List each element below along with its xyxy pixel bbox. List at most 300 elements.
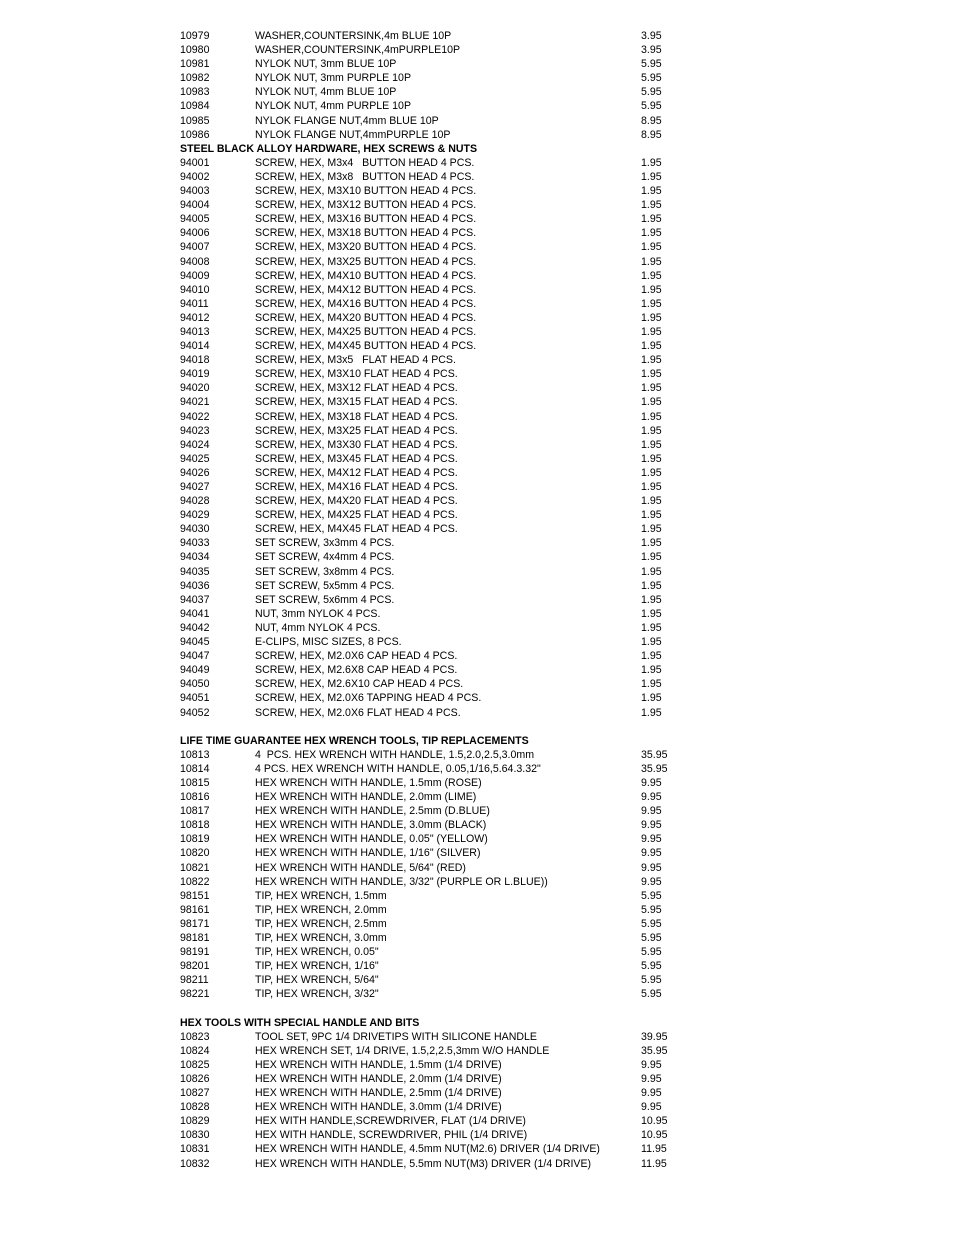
item-description: 4 PCS. HEX WRENCH WITH HANDLE, 0.05,1/16,5.64.3.32" <box>255 762 541 775</box>
item-price: 1.95 <box>641 678 662 691</box>
item-description: HEX WRENCH WITH HANDLE, 0.05" (YELLOW) <box>255 833 488 846</box>
item-code: 10979 <box>180 30 210 42</box>
list-item <box>180 353 700 367</box>
list-item <box>180 621 700 635</box>
item-price: 1.95 <box>641 621 662 634</box>
item-code: 94050 <box>180 678 210 691</box>
list-item <box>180 1142 700 1156</box>
list-item <box>180 1114 700 1128</box>
list-item <box>180 550 700 564</box>
list-item <box>180 99 700 113</box>
list-item <box>180 395 700 409</box>
list-item <box>180 508 700 522</box>
item-description: SET SCREW, 3x3mm 4 PCS. <box>255 537 395 550</box>
item-code: 10980 <box>180 44 210 57</box>
item-code: 94007 <box>180 241 210 254</box>
list-item <box>180 269 700 283</box>
item-description: HEX WRENCH WITH HANDLE, 1.5mm (1/4 DRIVE) <box>255 1058 502 1071</box>
list-item <box>180 381 700 395</box>
item-price: 5.95 <box>641 988 662 1001</box>
item-description: HEX WRENCH WITH HANDLE, 5/64" (RED) <box>255 861 466 874</box>
item-code: 94014 <box>180 340 210 353</box>
list-item <box>180 71 700 85</box>
item-code: 94028 <box>180 495 210 508</box>
item-price: 1.95 <box>641 495 662 508</box>
item-code: 94009 <box>180 269 210 282</box>
item-price: 9.95 <box>641 776 662 789</box>
item-price: 5.95 <box>641 58 662 71</box>
item-price: 35.95 <box>641 762 668 775</box>
list-item <box>180 1128 700 1142</box>
item-description: SCREW, HEX, M3X12 FLAT HEAD 4 PCS. <box>255 382 458 395</box>
item-code: 10829 <box>180 1115 210 1128</box>
item-price: 1.95 <box>641 650 662 663</box>
list-item <box>180 677 700 691</box>
item-description: TIP, HEX WRENCH, 1.5mm <box>255 889 387 902</box>
item-price: 1.95 <box>641 706 662 719</box>
item-price: 1.95 <box>641 551 662 564</box>
item-price: 1.95 <box>641 607 662 620</box>
item-description: NUT, 3mm NYLOK 4 PCS. <box>255 607 381 620</box>
item-price: 1.95 <box>641 311 662 324</box>
item-description: SET SCREW, 3x8mm 4 PCS. <box>255 565 395 578</box>
item-price: 1.95 <box>641 466 662 479</box>
item-description: SCREW, HEX, M4X12 FLAT HEAD 4 PCS. <box>255 466 458 479</box>
list-item <box>180 973 700 987</box>
list-item <box>180 85 700 99</box>
list-item <box>180 917 700 931</box>
list-item <box>180 1072 700 1086</box>
item-description: TIP, HEX WRENCH, 3/32" <box>255 988 379 1001</box>
list-item <box>180 861 700 875</box>
item-description: NYLOK NUT, 4mm BLUE 10P <box>255 86 397 99</box>
list-item <box>180 959 700 973</box>
item-description: SCREW, HEX, M2.0X6 FLAT HEAD 4 PCS. <box>255 706 461 719</box>
item-description: NYLOK FLANGE NUT,4mmPURPLE 10P <box>255 128 451 141</box>
item-description: NYLOK NUT, 4mm PURPLE 10P <box>255 100 412 113</box>
list-item <box>180 832 700 846</box>
item-price: 9.95 <box>641 833 662 846</box>
item-price: 5.95 <box>641 960 662 973</box>
list-item <box>180 846 700 860</box>
item-description: SCREW, HEX, M4X10 BUTTON HEAD 4 PCS. <box>255 269 477 282</box>
item-code: 10817 <box>180 805 210 818</box>
list-item <box>180 311 700 325</box>
list-item <box>180 452 700 466</box>
list-item <box>180 748 700 762</box>
item-description: HEX WITH HANDLE,SCREWDRIVER, FLAT (1/4 DRIVE) <box>255 1115 526 1128</box>
item-description: SCREW, HEX, M4X20 BUTTON HEAD 4 PCS. <box>255 311 477 324</box>
item-code: 94020 <box>180 382 210 395</box>
item-description: TIP, HEX WRENCH, 2.0mm <box>255 903 387 916</box>
item-description: SCREW, HEX, M3X25 BUTTON HEAD 4 PCS. <box>255 255 477 268</box>
list-item <box>180 762 700 776</box>
item-description: SCREW, HEX, M2.6X8 CAP HEAD 4 PCS. <box>255 664 458 677</box>
item-description: NYLOK NUT, 3mm BLUE 10P <box>255 58 397 71</box>
list-item <box>180 987 700 1001</box>
item-price: 1.95 <box>641 340 662 353</box>
item-description: TIP, HEX WRENCH, 2.5mm <box>255 917 387 930</box>
item-code: 10828 <box>180 1101 210 1114</box>
item-price: 11.95 <box>641 1143 667 1156</box>
item-price: 1.95 <box>641 636 662 649</box>
item-description: NYLOK NUT, 3mm PURPLE 10P <box>255 72 412 85</box>
item-price: 8.95 <box>641 114 662 127</box>
list-item <box>180 1058 700 1072</box>
item-code: 10827 <box>180 1087 210 1100</box>
section-heading: LIFE TIME GUARANTEE HEX WRENCH TOOLS, TIP REPLACEMENTS <box>180 734 529 747</box>
item-price: 9.95 <box>641 861 662 874</box>
item-description: SET SCREW, 5x5mm 4 PCS. <box>255 579 395 592</box>
item-code: 98211 <box>180 974 209 987</box>
list-item <box>180 536 700 550</box>
item-code: 10826 <box>180 1072 210 1085</box>
item-code: 10820 <box>180 847 210 860</box>
item-code: 98171 <box>180 917 210 930</box>
list-item <box>180 1100 700 1114</box>
item-description: 4 PCS. HEX WRENCH WITH HANDLE, 1.5,2.0,2.5,3.0mm <box>255 748 535 761</box>
item-code: 10816 <box>180 791 210 804</box>
item-price: 9.95 <box>641 875 662 888</box>
item-description: WASHER,COUNTERSINK,4mPURPLE10P <box>255 44 461 57</box>
item-price: 9.95 <box>641 1101 662 1114</box>
item-description: SCREW, HEX, M3X18 FLAT HEAD 4 PCS. <box>255 410 458 423</box>
item-code: 98161 <box>180 903 210 916</box>
item-description: HEX WRENCH WITH HANDLE, 5.5mm NUT(M3) DRIVER (1/4 DRIVE) <box>255 1157 592 1170</box>
item-price: 1.95 <box>641 213 662 226</box>
item-code: 94041 <box>180 607 210 620</box>
list-item <box>180 945 700 959</box>
list-item <box>180 255 700 269</box>
item-code: 94023 <box>180 424 210 437</box>
item-code: 10818 <box>180 819 210 832</box>
item-description: SCREW, HEX, M4X45 FLAT HEAD 4 PCS. <box>255 523 458 536</box>
item-price: 5.95 <box>641 903 662 916</box>
item-price: 1.95 <box>641 410 662 423</box>
item-price: 5.95 <box>641 974 662 987</box>
item-price: 1.95 <box>641 664 662 677</box>
item-price: 1.95 <box>641 537 662 550</box>
item-code: 10985 <box>180 114 210 127</box>
item-code: 98181 <box>180 932 210 944</box>
list-item <box>180 663 700 677</box>
list-item <box>180 170 700 184</box>
item-code: 10813 <box>180 748 210 761</box>
item-price: 1.95 <box>641 382 662 395</box>
item-price: 10.95 <box>641 1115 668 1128</box>
item-description: SCREW, HEX, M3x4 BUTTON HEAD 4 PCS. <box>255 156 475 169</box>
item-price: 1.95 <box>641 565 662 578</box>
list-item <box>180 198 700 212</box>
item-code: 10821 <box>180 861 210 874</box>
item-description: TOOL SET, 9PC 1/4 DRIVETIPS WITH SILICONE HANDLE <box>255 1030 537 1043</box>
item-price: 1.95 <box>641 227 662 240</box>
section-spacer <box>180 720 700 734</box>
item-code: 10982 <box>180 72 210 85</box>
item-description: SET SCREW, 5x6mm 4 PCS. <box>255 593 395 606</box>
item-price: 1.95 <box>641 579 662 592</box>
item-description: HEX WRENCH WITH HANDLE, 2.0mm (1/4 DRIVE) <box>255 1072 502 1085</box>
item-code: 94052 <box>180 706 210 719</box>
list-item <box>180 706 700 720</box>
item-price: 5.95 <box>641 932 662 944</box>
item-description: SCREW, HEX, M3X10 BUTTON HEAD 4 PCS. <box>255 185 477 198</box>
item-price: 1.95 <box>641 255 662 268</box>
item-description: SCREW, HEX, M3X30 FLAT HEAD 4 PCS. <box>255 438 458 451</box>
list-item <box>180 156 700 170</box>
item-code: 94051 <box>180 692 210 705</box>
list-item <box>180 593 700 607</box>
item-description: TIP, HEX WRENCH, 5/64" <box>255 974 379 987</box>
item-code: 10986 <box>180 128 210 141</box>
list-item <box>180 339 700 353</box>
list-item <box>180 1157 700 1171</box>
item-description: NYLOK FLANGE NUT,4mm BLUE 10P <box>255 114 439 127</box>
list-item <box>180 903 700 917</box>
list-item <box>180 212 700 226</box>
item-price: 1.95 <box>641 424 662 437</box>
list-item <box>180 818 700 832</box>
item-code: 94030 <box>180 523 210 536</box>
list-item <box>180 889 700 903</box>
item-price: 1.95 <box>641 269 662 282</box>
item-price: 1.95 <box>641 283 662 296</box>
list-item <box>180 494 700 508</box>
section-heading: STEEL BLACK ALLOY HARDWARE, HEX SCREWS & NUTS <box>180 142 478 155</box>
item-code: 94008 <box>180 255 210 268</box>
item-description: WASHER,COUNTERSINK,4m BLUE 10P <box>255 30 452 42</box>
section-heading: HEX TOOLS WITH SPECIAL HANDLE AND BITS <box>180 1016 420 1029</box>
item-price: 5.95 <box>641 917 662 930</box>
item-description: E-CLIPS, MISC SIZES, 8 PCS. <box>255 636 402 649</box>
item-description: HEX WRENCH WITH HANDLE, 1.5mm (ROSE) <box>255 776 482 789</box>
item-description: HEX WRENCH SET, 1/4 DRIVE, 1.5,2,2.5,3mm W/O HANDLE <box>255 1044 550 1057</box>
item-description: SCREW, HEX, M3x8 BUTTON HEAD 4 PCS. <box>255 170 475 183</box>
item-price: 1.95 <box>641 354 662 367</box>
item-code: 94035 <box>180 565 210 578</box>
list-item <box>180 43 700 57</box>
item-price: 1.95 <box>641 199 662 212</box>
item-price: 9.95 <box>641 847 662 860</box>
item-price: 1.95 <box>641 452 662 465</box>
list-item <box>180 480 700 494</box>
item-code: 10983 <box>180 86 210 99</box>
list-item <box>180 438 700 452</box>
item-price: 1.95 <box>641 523 662 536</box>
item-code: 94012 <box>180 311 210 324</box>
list-item <box>180 466 700 480</box>
item-code: 94027 <box>180 481 210 493</box>
item-code: 94018 <box>180 354 210 367</box>
item-description: SCREW, HEX, M3X45 FLAT HEAD 4 PCS. <box>255 452 458 465</box>
list-item <box>180 931 700 945</box>
item-code: 94025 <box>180 452 210 465</box>
item-description: SCREW, HEX, M3X20 BUTTON HEAD 4 PCS. <box>255 241 477 254</box>
list-item <box>180 776 700 790</box>
item-description: SCREW, HEX, M4X12 BUTTON HEAD 4 PCS. <box>255 283 477 296</box>
item-code: 10832 <box>180 1157 210 1170</box>
item-description: SCREW, HEX, M3X10 FLAT HEAD 4 PCS. <box>255 368 458 381</box>
item-description: HEX WRENCH WITH HANDLE, 2.5mm (1/4 DRIVE) <box>255 1087 502 1100</box>
item-price: 1.95 <box>641 438 662 451</box>
list-item <box>180 790 700 804</box>
item-code: 10830 <box>180 1129 210 1142</box>
item-price: 9.95 <box>641 791 662 804</box>
item-code: 10984 <box>180 100 210 113</box>
item-description: HEX WRENCH WITH HANDLE, 3.0mm (1/4 DRIVE) <box>255 1101 502 1114</box>
item-code: 94049 <box>180 664 210 677</box>
item-description: SCREW, HEX, M3X15 FLAT HEAD 4 PCS. <box>255 396 458 409</box>
item-price: 10.95 <box>641 1129 668 1142</box>
item-price: 5.95 <box>641 72 662 85</box>
item-price: 1.95 <box>641 593 662 606</box>
item-description: SCREW, HEX, M3X25 FLAT HEAD 4 PCS. <box>255 424 458 437</box>
list-item <box>180 1044 700 1058</box>
list-item <box>180 522 700 536</box>
item-price: 35.95 <box>641 748 668 761</box>
item-code: 94011 <box>180 297 209 310</box>
item-description: HEX WRENCH WITH HANDLE, 4.5mm NUT(M2.6) DRIVER (1/4 DRIVE) <box>255 1143 600 1156</box>
item-code: 94024 <box>180 438 210 451</box>
list-item <box>180 297 700 311</box>
item-price: 1.95 <box>641 396 662 409</box>
item-price: 35.95 <box>641 1044 668 1057</box>
item-price: 1.95 <box>641 509 662 522</box>
item-description: SCREW, HEX, M2.0X6 TAPPING HEAD 4 PCS. <box>255 692 482 705</box>
list-item <box>180 649 700 663</box>
item-description: SCREW, HEX, M3x5 FLAT HEAD 4 PCS. <box>255 354 456 367</box>
item-description: SCREW, HEX, M3X16 BUTTON HEAD 4 PCS. <box>255 213 477 226</box>
list-item <box>180 367 700 381</box>
item-code: 10831 <box>180 1143 210 1156</box>
item-price: 1.95 <box>641 692 662 705</box>
item-price: 9.95 <box>641 819 662 832</box>
item-price: 1.95 <box>641 368 662 381</box>
item-price: 1.95 <box>641 185 662 198</box>
item-code: 94019 <box>180 368 210 381</box>
item-price: 5.95 <box>641 100 662 113</box>
item-code: 94036 <box>180 579 210 592</box>
item-description: HEX WRENCH WITH HANDLE, 2.5mm (D.BLUE) <box>255 805 490 818</box>
item-price: 39.95 <box>641 1030 668 1043</box>
item-code: 98191 <box>180 946 210 959</box>
item-code: 94029 <box>180 509 210 522</box>
item-code: 94013 <box>180 325 210 338</box>
item-price: 9.95 <box>641 1058 662 1071</box>
item-code: 94004 <box>180 199 210 212</box>
list-item <box>180 804 700 818</box>
section-spacer <box>180 1001 700 1015</box>
item-description: HEX WRENCH WITH HANDLE, 2.0mm (LIME) <box>255 791 477 804</box>
item-description: SCREW, HEX, M4X45 BUTTON HEAD 4 PCS. <box>255 340 477 353</box>
item-code: 94034 <box>180 551 210 564</box>
item-description: TIP, HEX WRENCH, 3.0mm <box>255 932 387 944</box>
item-code: 94003 <box>180 185 210 198</box>
item-price: 5.95 <box>641 86 662 99</box>
item-description: HEX WITH HANDLE, SCREWDRIVER, PHIL (1/4 DRIVE) <box>255 1129 528 1142</box>
item-code: 94047 <box>180 650 210 663</box>
item-price: 1.95 <box>641 325 662 338</box>
list-item <box>180 410 700 424</box>
item-code: 94045 <box>180 636 210 649</box>
item-code: 10822 <box>180 875 210 888</box>
item-code: 98221 <box>180 988 210 1001</box>
item-code: 10981 <box>180 58 210 71</box>
list-item <box>180 240 700 254</box>
item-price: 1.95 <box>641 156 662 169</box>
item-price: 5.95 <box>641 889 662 902</box>
item-code: 10819 <box>180 833 210 846</box>
item-price: 9.95 <box>641 1087 662 1100</box>
list-item <box>180 875 700 889</box>
item-code: 94033 <box>180 537 210 550</box>
list-item <box>180 57 700 71</box>
list-item <box>180 1086 700 1100</box>
item-price: 11.95 <box>641 1157 667 1170</box>
list-item <box>180 579 700 593</box>
item-description: SCREW, HEX, M4X25 BUTTON HEAD 4 PCS. <box>255 325 477 338</box>
price-list <box>180 29 700 1171</box>
list-item <box>180 29 700 43</box>
item-description: SCREW, HEX, M4X20 FLAT HEAD 4 PCS. <box>255 495 458 508</box>
item-code: 98201 <box>180 960 210 973</box>
item-code: 94001 <box>180 156 210 169</box>
item-code: 94042 <box>180 621 210 634</box>
item-code: 10823 <box>180 1030 210 1043</box>
item-price: 9.95 <box>641 805 662 818</box>
list-item <box>180 325 700 339</box>
item-price: 1.95 <box>641 481 662 493</box>
item-description: SCREW, HEX, M4X16 FLAT HEAD 4 PCS. <box>255 481 458 493</box>
item-description: SET SCREW, 4x4mm 4 PCS. <box>255 551 395 564</box>
item-description: HEX WRENCH WITH HANDLE, 3.0mm (BLACK) <box>255 819 487 832</box>
list-item <box>180 283 700 297</box>
item-code: 94037 <box>180 593 210 606</box>
item-description: HEX WRENCH WITH HANDLE, 1/16" (SILVER) <box>255 847 481 860</box>
item-price: 9.95 <box>641 1072 662 1085</box>
item-description: TIP, HEX WRENCH, 0.05" <box>255 946 379 959</box>
item-price: 3.95 <box>641 30 662 42</box>
item-price: 8.95 <box>641 128 662 141</box>
item-description: SCREW, HEX, M4X16 BUTTON HEAD 4 PCS. <box>255 297 477 310</box>
item-description: HEX WRENCH WITH HANDLE, 3/32" (PURPLE OR L.BLUE)) <box>255 875 548 888</box>
item-description: SCREW, HEX, M3X18 BUTTON HEAD 4 PCS. <box>255 227 477 240</box>
item-code: 94006 <box>180 227 210 240</box>
item-code: 10824 <box>180 1044 210 1057</box>
list-item <box>180 1030 700 1044</box>
list-item <box>180 128 700 142</box>
item-price: 3.95 <box>641 44 662 57</box>
item-description: TIP, HEX WRENCH, 1/16" <box>255 960 379 973</box>
item-description: SCREW, HEX, M3X12 BUTTON HEAD 4 PCS. <box>255 199 477 212</box>
item-description: SCREW, HEX, M2.6X10 CAP HEAD 4 PCS. <box>255 678 464 691</box>
list-item <box>180 691 700 705</box>
list-item <box>180 565 700 579</box>
item-code: 10814 <box>180 762 210 775</box>
list-item <box>180 184 700 198</box>
item-code: 94010 <box>180 283 210 296</box>
list-item <box>180 607 700 621</box>
item-code: 94026 <box>180 466 210 479</box>
item-price: 1.95 <box>641 241 662 254</box>
list-item <box>180 424 700 438</box>
item-description: NUT, 4mm NYLOK 4 PCS. <box>255 621 381 634</box>
item-code: 94021 <box>180 396 210 409</box>
item-code: 94022 <box>180 410 210 423</box>
item-price: 1.95 <box>641 297 662 310</box>
list-item <box>180 114 700 128</box>
item-description: SCREW, HEX, M2.0X6 CAP HEAD 4 PCS. <box>255 650 458 663</box>
